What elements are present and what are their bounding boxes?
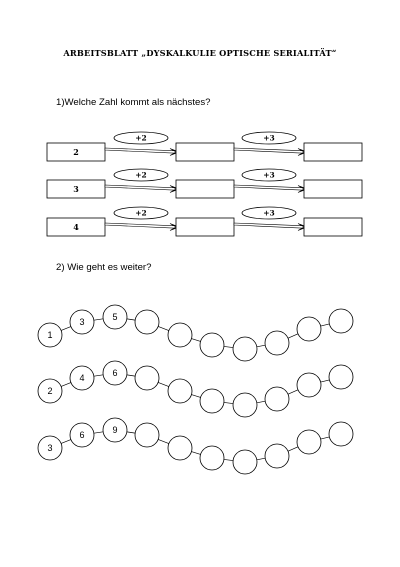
bead-connector xyxy=(158,382,169,386)
bead-connector xyxy=(61,440,71,444)
empty-bead[interactable] xyxy=(200,446,224,470)
empty-bead[interactable] xyxy=(329,309,353,333)
operation-label-2: +3 xyxy=(263,170,275,180)
bead-connector xyxy=(288,447,298,451)
answer-box-1[interactable] xyxy=(176,143,234,161)
bead-connector xyxy=(257,458,265,460)
bead-connector xyxy=(94,432,103,433)
bead-number: 5 xyxy=(112,312,118,322)
empty-bead[interactable] xyxy=(265,387,289,411)
arrow-2 xyxy=(234,148,304,156)
empty-bead[interactable] xyxy=(200,333,224,357)
empty-bead[interactable] xyxy=(297,317,321,341)
bead-connector xyxy=(224,459,233,460)
empty-bead[interactable] xyxy=(233,337,257,361)
operation-label-2: +3 xyxy=(263,208,275,218)
bead-connector xyxy=(191,395,200,398)
empty-bead[interactable] xyxy=(200,389,224,413)
operation-label-1: +2 xyxy=(135,208,147,218)
start-number: 3 xyxy=(73,184,79,194)
bead-number: 6 xyxy=(112,368,118,378)
empty-bead[interactable] xyxy=(168,323,192,347)
empty-bead[interactable] xyxy=(265,444,289,468)
empty-bead[interactable] xyxy=(297,373,321,397)
bead-connector xyxy=(191,452,200,455)
arrow-2 xyxy=(234,223,304,231)
bead-number: 9 xyxy=(112,425,118,435)
bead-connector xyxy=(224,346,233,347)
task1-question: 1)Welche Zahl kommt als nächstes? xyxy=(56,97,211,108)
bead-connector xyxy=(94,375,103,376)
answer-box-2[interactable] xyxy=(304,180,362,198)
start-number: 4 xyxy=(73,222,79,232)
bead-number: 4 xyxy=(79,373,85,383)
bead-connector xyxy=(61,327,71,331)
answer-box-2[interactable] xyxy=(304,143,362,161)
bead-number: 6 xyxy=(79,430,85,440)
empty-bead[interactable] xyxy=(233,393,257,417)
arrow-1 xyxy=(105,185,176,193)
answer-box-2[interactable] xyxy=(304,218,362,236)
answer-box-1[interactable] xyxy=(176,218,234,236)
bead-connector xyxy=(127,375,135,376)
bead-connector xyxy=(61,383,71,387)
empty-bead[interactable] xyxy=(297,430,321,454)
bead-number: 3 xyxy=(47,443,53,453)
bead-connector xyxy=(321,380,330,382)
bead-connector xyxy=(257,345,265,347)
bead-connector xyxy=(94,319,103,320)
empty-bead[interactable] xyxy=(168,436,192,460)
task2-question: 2) Wie geht es weiter? xyxy=(56,262,152,273)
bead-connector xyxy=(191,339,200,342)
worksheet-title: ARBEITSBLATT „DYSKALKULIE OPTISCHE SERIALITÄT“ xyxy=(63,48,337,58)
bead-connector xyxy=(127,319,135,320)
empty-bead[interactable] xyxy=(135,423,159,447)
operation-label-1: +2 xyxy=(135,170,147,180)
arrow-1 xyxy=(105,223,176,231)
empty-bead[interactable] xyxy=(329,422,353,446)
bead-connector xyxy=(321,437,330,439)
operation-label-2: +3 xyxy=(263,133,275,143)
empty-bead[interactable] xyxy=(135,310,159,334)
bead-connector xyxy=(224,402,233,403)
bead-connector xyxy=(288,390,298,394)
empty-bead[interactable] xyxy=(135,366,159,390)
bead-connector xyxy=(321,324,330,326)
arrow-1 xyxy=(105,148,176,156)
start-number: 2 xyxy=(73,147,79,157)
bead-connector xyxy=(158,439,169,443)
bead-connector xyxy=(158,326,169,330)
bead-connector xyxy=(288,334,298,338)
empty-bead[interactable] xyxy=(233,450,257,474)
bead-connector xyxy=(127,432,135,433)
bead-number: 1 xyxy=(47,330,53,340)
bead-number: 3 xyxy=(79,317,85,327)
empty-bead[interactable] xyxy=(265,331,289,355)
answer-box-1[interactable] xyxy=(176,180,234,198)
bead-connector xyxy=(257,401,265,403)
operation-label-1: +2 xyxy=(135,133,147,143)
empty-bead[interactable] xyxy=(329,365,353,389)
empty-bead[interactable] xyxy=(168,379,192,403)
arrow-2 xyxy=(234,185,304,193)
bead-number: 2 xyxy=(47,386,53,396)
